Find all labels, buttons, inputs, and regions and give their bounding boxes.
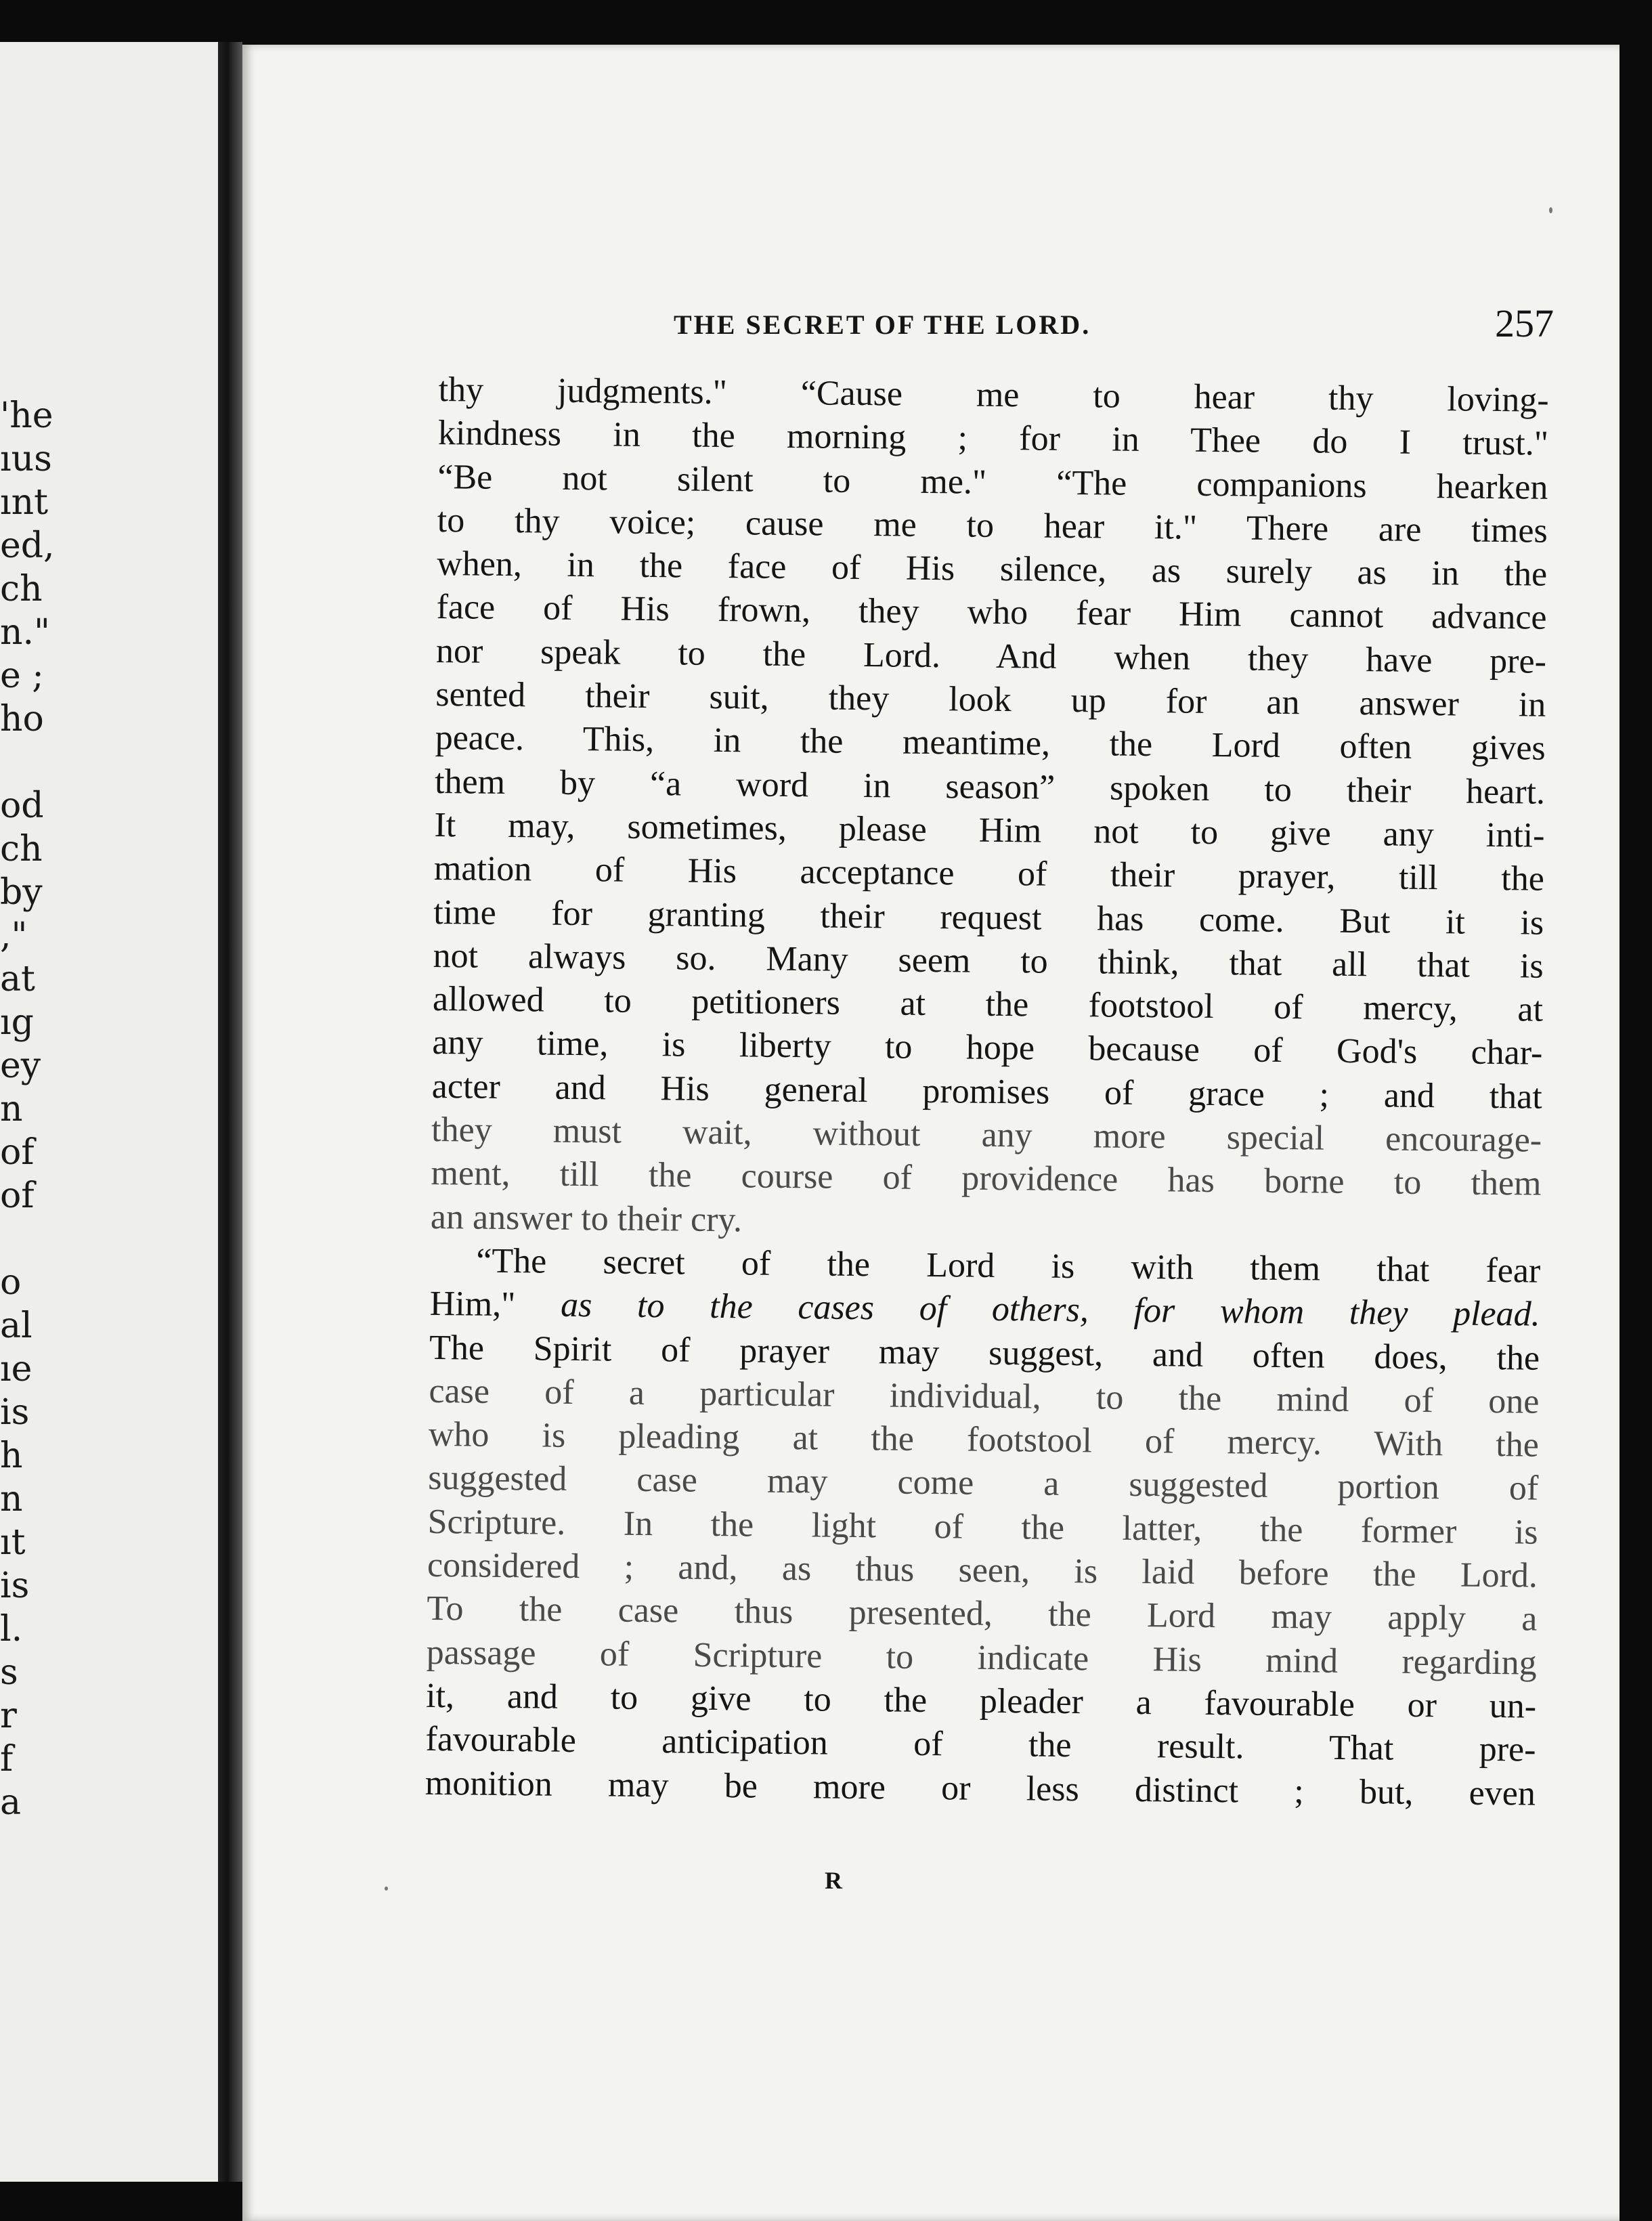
page-number: 257 xyxy=(1495,301,1554,345)
paragraph-2-line: Scripture. In the light of the latter, the former is xyxy=(427,1502,1538,1552)
left-fragment-line: od xyxy=(0,785,44,826)
body-text xyxy=(425,368,1549,1815)
paragraph-1-line: thy judgments." “Cause me to hear thy loving- xyxy=(438,370,1549,420)
left-fragment-line: r xyxy=(0,1696,17,1736)
left-fragment-line: ınt xyxy=(0,482,49,523)
italic-phrase: as to the cases of others, for whom they plead. xyxy=(560,1286,1540,1334)
paragraph-1-line: them by “a word in season” spoken to their heart. xyxy=(434,762,1546,812)
running-head xyxy=(674,301,1554,355)
paragraph-1-line: kindness in the morning ; for in Thee do I trust." xyxy=(437,414,1549,464)
paragraph-1 xyxy=(431,368,1549,1250)
paragraph-2-line: considered ; and, as thus seen, is laid before the Lord. xyxy=(427,1545,1538,1595)
paragraph-2-line: it, and to give to the pleader a favourable or un- xyxy=(425,1676,1537,1726)
right-page xyxy=(242,45,1620,2221)
paragraph-1-line: “Be not silent to me." “The companions hearken xyxy=(437,457,1548,507)
left-fragment-line: ıe xyxy=(0,1349,32,1389)
left-fragment-line: ch xyxy=(0,569,43,609)
left-fragment-line: at xyxy=(0,959,35,999)
paragraph-1-line: sented their suit, they look up for an answer in xyxy=(435,675,1546,725)
paragraph-2-line: monition may be more or less distinct ; but, even xyxy=(425,1763,1536,1813)
paragraph-1-line: time for granting their request has come. But it is xyxy=(433,892,1544,943)
left-fragment-line: of xyxy=(0,1176,35,1216)
paragraph-1-line: It may, sometimes, please Him not to give any inti- xyxy=(434,805,1545,855)
left-fragment-line: f xyxy=(0,1739,14,1780)
paragraph-2-line: To the case thus presented, the Lord may apply a xyxy=(427,1589,1538,1639)
paragraph-1-line: an answer to their cry. xyxy=(430,1197,743,1239)
left-fragment-line: al xyxy=(0,1306,32,1346)
running-title: THE SECRET OF THE LORD. xyxy=(674,309,1091,340)
paragraph-1-line: when, in the face of His silence, as surely as in the xyxy=(436,544,1548,594)
left-fragment-line: is xyxy=(0,1566,30,1606)
left-fragment-line: ed, xyxy=(0,525,55,566)
paragraph-1-line: mation of His acceptance of their prayer, till the xyxy=(433,849,1545,899)
paragraph-1-line: acter and His general promises of grace ; and that xyxy=(431,1066,1543,1117)
signature-mark: R xyxy=(825,1867,842,1894)
paragraph-2-line: case of a particular individual, to the mind of one xyxy=(429,1371,1540,1421)
left-fragment-line: n xyxy=(0,1479,23,1519)
left-fragment-line: ho xyxy=(0,699,44,739)
book-gutter xyxy=(218,42,242,2182)
paper-speck xyxy=(1549,207,1552,213)
paragraph-2-line: who is pleading at the footstool of mercy. With the xyxy=(428,1415,1540,1465)
paragraph-1-line: they must wait, without any more special encourage- xyxy=(431,1110,1542,1160)
left-fragment-line: 'he xyxy=(0,395,53,436)
paragraph-2-line: passage of Scripture to indicate His mind regarding xyxy=(426,1633,1537,1683)
left-fragment-line: l. xyxy=(0,1609,23,1649)
left-fragment-line: n xyxy=(0,1089,23,1129)
left-fragment-line: h xyxy=(0,1436,23,1476)
left-page xyxy=(0,42,227,2182)
left-fragment-line xyxy=(0,741,55,784)
paragraph-1-line: peace. This, in the meantime, the Lord often gives xyxy=(435,718,1546,769)
left-fragment-line: a xyxy=(0,1782,22,1823)
paragraph-1-line: face of His frown, they who fear Him cannot advance xyxy=(436,588,1547,638)
left-page-text-fragments xyxy=(0,394,55,1824)
left-fragment-line: of xyxy=(0,1132,35,1173)
paragraph-1-line: allowed to petitioners at the footstool of mercy, at xyxy=(432,980,1544,1029)
paragraph-1-line: nor speak to the Lord. And when they have pre- xyxy=(435,631,1547,681)
left-fragment-line: ıus xyxy=(0,439,52,479)
left-fragment-line xyxy=(0,1217,55,1261)
paragraph-1-line: to thy voice; cause me to hear it." There are times xyxy=(437,500,1548,551)
left-fragment-line: by xyxy=(0,872,43,913)
paragraph-2-line: “The secret of the Lord is with them that fear xyxy=(476,1241,1541,1291)
paragraph-2-line: The Spirit of prayer may suggest, and often does, the xyxy=(429,1328,1540,1378)
left-fragment-line: ch xyxy=(0,829,43,869)
left-fragment-line: ıg xyxy=(0,1002,34,1043)
paragraph-2-line-start: Him," xyxy=(429,1285,516,1324)
left-fragment-line: o xyxy=(0,1262,22,1303)
left-fragment-line: is xyxy=(0,1392,30,1433)
paragraph-2-line: favourable anticipation of the result. That pre- xyxy=(425,1720,1536,1769)
left-fragment-line: e ; xyxy=(0,655,44,696)
paragraph-1-line: ment, till the course of providence has borne to them xyxy=(431,1154,1542,1204)
left-fragment-line: ey xyxy=(0,1045,41,1086)
paragraph-1-line: not always so. Many seem to think, that all that is xyxy=(433,936,1544,986)
left-fragment-line: n." xyxy=(0,612,50,653)
paragraph-1-line: any time, is liberty to hope because of God's char- xyxy=(432,1023,1543,1073)
scan-right-border xyxy=(1620,0,1652,2221)
left-fragment-line: s xyxy=(0,1652,18,1693)
paper-speck xyxy=(385,1886,388,1891)
left-fragment-line: ıt xyxy=(0,1522,26,1563)
left-fragment-line: ," xyxy=(0,915,28,956)
paragraph-2 xyxy=(425,1239,1541,1816)
paragraph-2-line: suggested case may come a suggested portion of xyxy=(427,1459,1539,1509)
